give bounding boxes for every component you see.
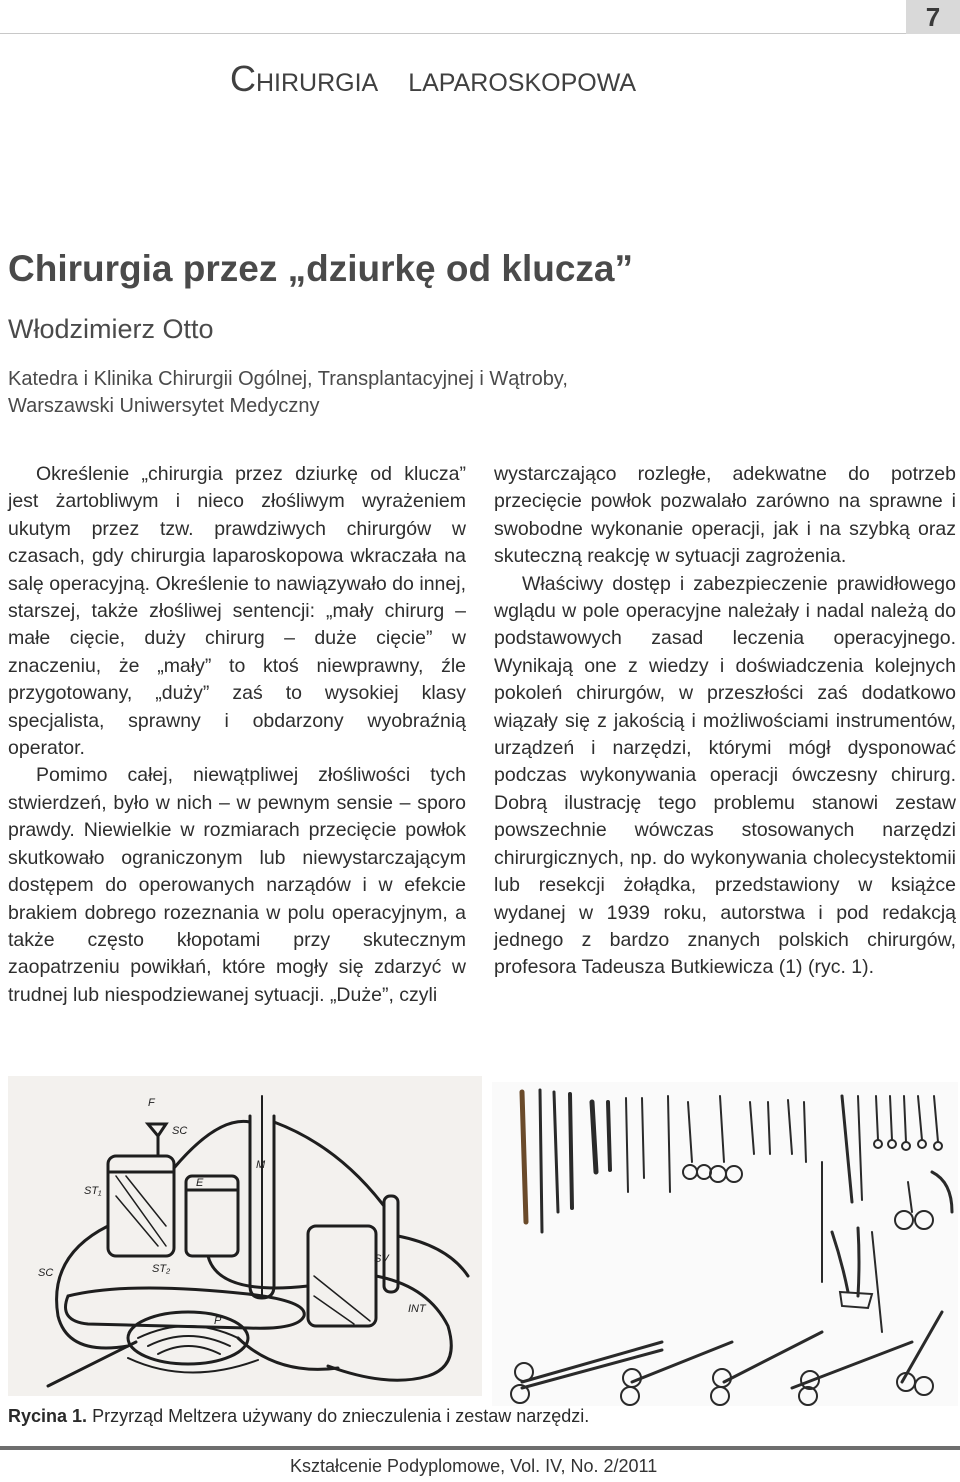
author-name: Włodzimierz Otto: [8, 314, 214, 344]
paragraph: Właściwy dostęp i zabezpieczenie prawidłowego wglądu w pole operacyjne należały i nadal należą do podstawowych zasad leczenia operacyjnego. Wynikają one z wiedzy i doświadczenia kolejnych pokoleń chirurgów, w przeszłości zaś dodatkowo wiązały się z jakością i możliwościami instrumentów, urządzeń i narzędzi, którymi mógł dysponować podczas wykonywania operacji ówczesny chirurg. Dobrą ilustrację tego problemu stanowi zestaw powszechnie wówczas stosowanych narzędzi chirurgicznych, np. do wykonywania cholecystektomii lub resekcji żołądka, przedstawiony w książce wydanej w 1939 roku, autorstwa i pod redakcją jednego z bardzo znanych polskich chirurgów, profesora Tadeusza Butkiewicza (1) (ryc. 1).: [494, 572, 956, 979]
caption-text: Przyrząd Meltzera używany do znieczulenia i zestaw narzędzi.: [92, 1406, 590, 1426]
meltzer-apparatus-drawing: [8, 1076, 482, 1396]
footer-rule: [0, 1446, 960, 1450]
page-number: 7: [906, 0, 960, 34]
figure-label: F: [148, 1097, 155, 1109]
figure-label: SV: [374, 1253, 389, 1265]
journal-footer: Kształcenie Podyplomowe, Vol. IV, No. 2/2011: [290, 1456, 658, 1476]
figure-caption: [8, 1406, 589, 1427]
instruments-svg: [492, 1082, 958, 1406]
header-rule: [0, 33, 906, 34]
paragraph: Określenie „chirurgia przez dziurkę od klucza” jest żartobliwym i nieco złośliwym wyrażeniem ukutym przez tzw. prawdziwych chirurgów w czasach, gdy chirurgia laparoskopowa wkraczała na salę operacyjną. Określenie to nawiązywało do innej, starszej, także złośliwej sentencji: „mały chirurg – małe cięcie, duży chirurg – duże cięcie” w znaczeniu, że „mały” to ktoś niewprawny, źle przygotowany, „duży” zaś to wysokiej klasy specjalista, sprawny i obdarzony wyobraźnią operator.: [8, 463, 466, 760]
figure-label: ST₁: [84, 1185, 102, 1197]
figure-label: ST₂: [152, 1263, 171, 1275]
figure-label: E: [196, 1177, 204, 1189]
caption-label: Rycina 1.: [8, 1406, 88, 1426]
figure-label: SC: [172, 1125, 188, 1137]
affiliation-line: Katedra i Klinika Chirurgii Ogólnej, Transplantacyjnej i Wątroby,: [8, 368, 568, 390]
apparatus-svg: [8, 1076, 482, 1396]
figure-label: P: [214, 1315, 222, 1327]
figure-label: M: [256, 1159, 266, 1171]
article-title: Chirurgia przez „dziurkę od klucza”: [8, 248, 634, 289]
paragraph: Pomimo całej, niewątpliwej złośliwości tych stwierdzeń, było w nich – w pewnym sensie – sporo prawdy. Niewielkie w rozmiarach przecięcie powłok skutkowało ograniczonym lub niewystarczającym dostępem do operowanych narządów i w efekcie brakiem dobrego rozeznania w polu operacyjnym, a także często kłopotami przy skutecznym zaopatrzeniu powikłań, które mogły się zdarzyć w trudnej lub niespodziewanej sytuacji. „Duże”, czyli: [8, 764, 466, 1006]
text-column-left: [8, 461, 466, 1009]
affiliation: [8, 366, 568, 420]
affiliation-line: Warszawski Uniwersytet Medyczny: [8, 395, 320, 417]
figure-label: SC: [38, 1267, 54, 1279]
surgical-instruments-photo: [492, 1082, 958, 1406]
section-title: Chirurgia laparoskopowa: [230, 58, 637, 99]
figure-label: INT: [408, 1303, 426, 1315]
paragraph: wystarczająco rozległe, adekwatne do potrzeb przecięcie powłok pozwalało zarówno na sprawne i swobodne wykonanie operacji, jak i na szybką oraz skuteczną reakcję w sytuacji zagrożenia.: [494, 463, 956, 568]
text-column-right: [494, 461, 956, 982]
